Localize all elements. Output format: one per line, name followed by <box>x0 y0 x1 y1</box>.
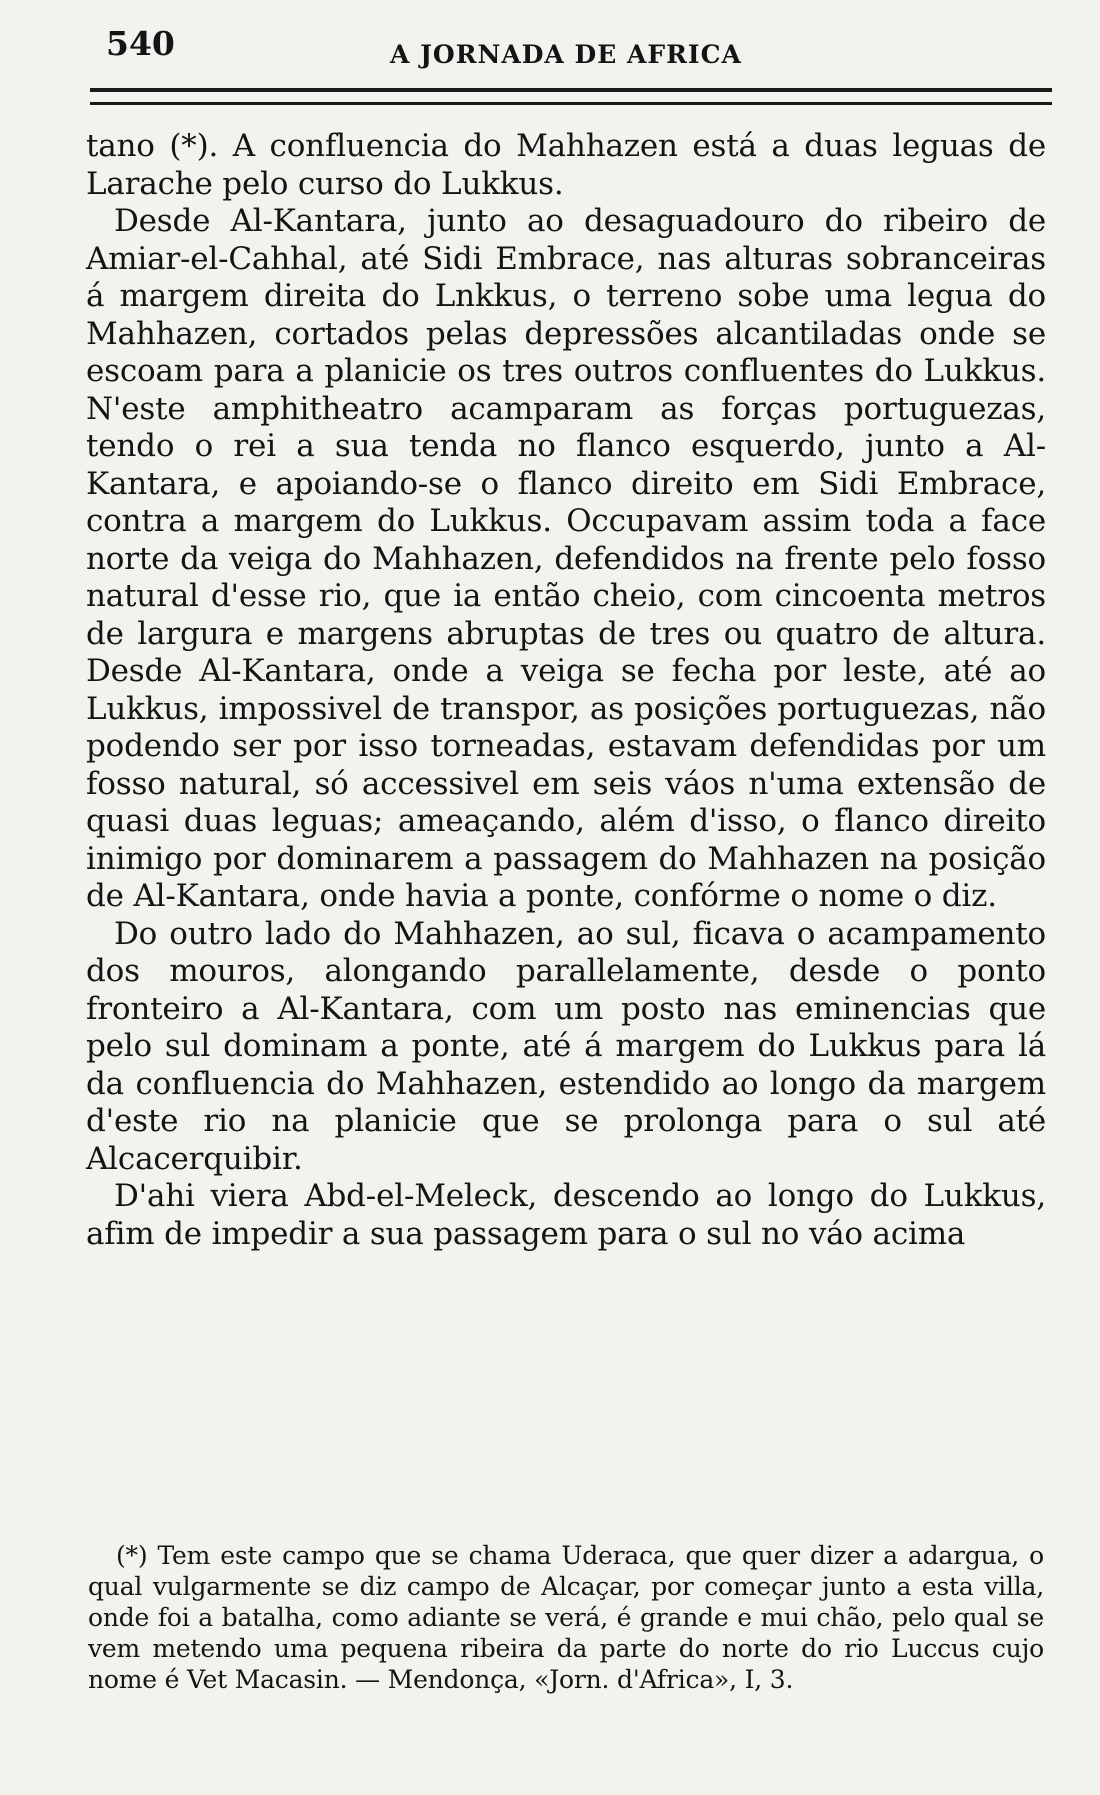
body-text <box>86 128 1046 1253</box>
paragraph-1: tano (*). A confluencia do Mahhazen está a duas leguas de Larache pelo curso do Lukkus. <box>86 128 1046 202</box>
header-rule-thick <box>90 88 1052 92</box>
footnote <box>88 1540 1044 1695</box>
page-number: 540 <box>106 24 175 63</box>
paragraph-4: D'ahi viera Abd-el-Meleck, descendo ao longo do Lukkus, afim de impedir a sua passagem para o sul no váo acima <box>86 1178 1046 1252</box>
running-title: A JORNADA DE AFRICA <box>390 40 742 69</box>
page-header <box>90 18 1050 78</box>
paragraph-2: Desde Al-Kantara, junto ao desaguadouro do ribeiro de Amiar-el-Cahhal, até Sidi Embrace, nas alturas sobranceiras á margem direita do Lnkkus, o terreno sobe uma legua do Mahhazen, cortados pelas depressões alcantiladas onde se escoam para a planicie os tres outros confluentes do Lukkus. N'este amphitheatro acamparam as forças portuguezas, tendo o rei a sua tenda no flanco esquerdo, junto a Al-Kantara, e apoiando-se o flanco direito em Sidi Embrace, contra a margem do Lukkus. Occupavam assim toda a face norte da veiga do Mahhazen, defendidos na frente pelo fosso natural d'esse rio, que ia então cheio, com cincoenta metros de largura e margens abruptas de tres ou quatro de altura. Desde Al-Kantara, onde a veiga se fecha por leste, até ao Lukkus, impossivel de transpor, as posições portuguezas, não podendo ser por isso torneadas, estavam defendidas por um fosso natural, só accessivel em seis váos n'uma extensão de quasi duas leguas; ameaçando, além d'isso, o flanco direito inimigo por dominarem a passagem do Mahhazen na posição de Al-Kantara, onde havia a ponte, confórme o nome o diz. <box>86 203 1046 914</box>
footnote-text: (*) Tem este campo que se chama Uderaca, que quer dizer a adargua, o qual vulgarmente se diz campo de Alcaçar, por começar junto a esta villa, onde foi a batalha, como adiante se verá, é grande e mui chão, pelo qual se vem metendo uma pequena ribeira da parte do norte do rio Luccus cujo nome é Vet Macasin. — Mendonça, «Jorn. d'Africa», I, 3. <box>88 1541 1044 1694</box>
header-rule-thin <box>90 102 1052 105</box>
paragraph-3: Do outro lado do Mahhazen, ao sul, ficava o acampamento dos mouros, alongando parallelamente, desde o ponto fronteiro a Al-Kantara, com um posto nas eminencias que pelo sul dominam a ponte, até á margem do Lukkus para lá da confluencia do Mahhazen, estendido ao longo da margem d'este rio na planicie que se prolonga para o sul até Alcacerquibir. <box>86 915 1046 1177</box>
